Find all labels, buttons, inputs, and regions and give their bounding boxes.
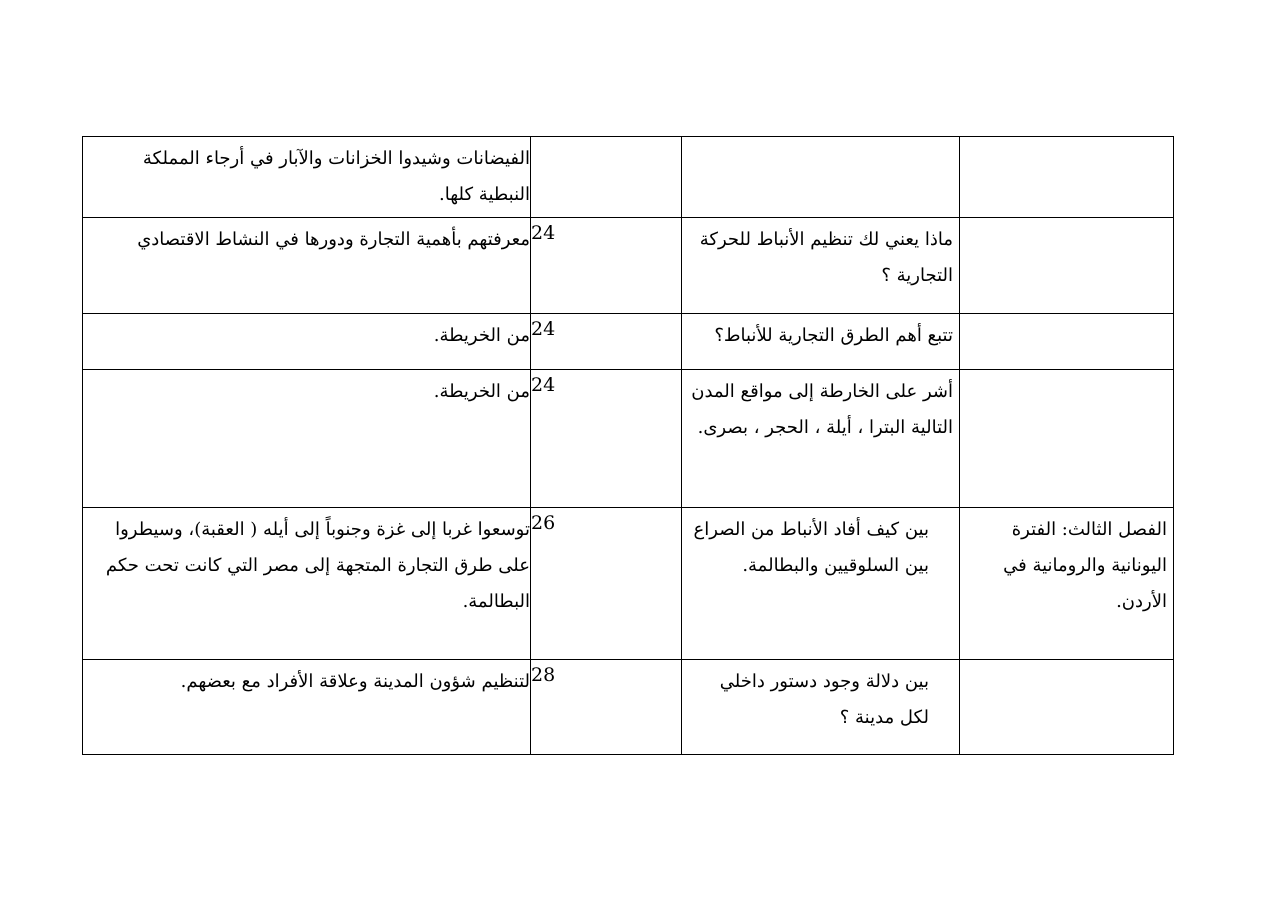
page-number-cell: 24 — [531, 314, 682, 370]
answer-cell: لتنظيم شؤون المدينة وعلاقة الأفراد مع بعضهم. — [83, 660, 531, 755]
answer-cell: من الخريطة. — [83, 314, 531, 370]
table-row — [83, 370, 1174, 508]
unit-cell — [960, 137, 1174, 218]
unit-cell — [960, 370, 1174, 508]
answer-cell: معرفتهم بأهمية التجارة ودورها في النشاط الاقتصادي — [83, 218, 531, 314]
unit-cell — [960, 314, 1174, 370]
table-row — [83, 137, 1174, 218]
table-row — [83, 508, 1174, 660]
page-number-cell: 26 — [531, 508, 682, 660]
question-cell — [682, 137, 960, 218]
unit-cell: الفصل الثالث: الفترة اليونانية والرومانية في الأردن. — [960, 508, 1174, 660]
answer-cell: من الخريطة. — [83, 370, 531, 508]
question-cell: تتبع أهم الطرق التجارية للأنباط؟ — [682, 314, 960, 370]
answer-cell: الفيضانات وشيدوا الخزانات والآبار في أرجاء المملكة النبطية كلها. — [83, 137, 531, 218]
answer-cell: توسعوا غربا إلى غزة وجنوباً إلى أيله ( العقبة)، وسيطروا على طرق التجارة المتجهة إلى مصر التي كانت تحت حكم البطالمة. — [83, 508, 531, 660]
unit-cell — [960, 660, 1174, 755]
table-row — [83, 314, 1174, 370]
question-cell: ماذا يعني لك تنظيم الأنباط للحركة التجارية ؟ — [682, 218, 960, 314]
table-row — [83, 218, 1174, 314]
page-number-cell — [531, 137, 682, 218]
question-cell: أشر على الخارطة إلى مواقع المدن التالية البترا ، أيلة ، الحجر ، بصرى. — [682, 370, 960, 508]
unit-cell — [960, 218, 1174, 314]
question-cell: بين كيف أفاد الأنباط من الصراع بين السلوقيين والبطالمة. — [682, 508, 960, 660]
page-number-cell: 24 — [531, 370, 682, 508]
lesson-answers-table — [82, 136, 1174, 755]
page-number-cell: 28 — [531, 660, 682, 755]
table-row — [83, 660, 1174, 755]
question-cell: بين دلالة وجود دستور داخلي لكل مدينة ؟ — [682, 660, 960, 755]
page-number-cell: 24 — [531, 218, 682, 314]
